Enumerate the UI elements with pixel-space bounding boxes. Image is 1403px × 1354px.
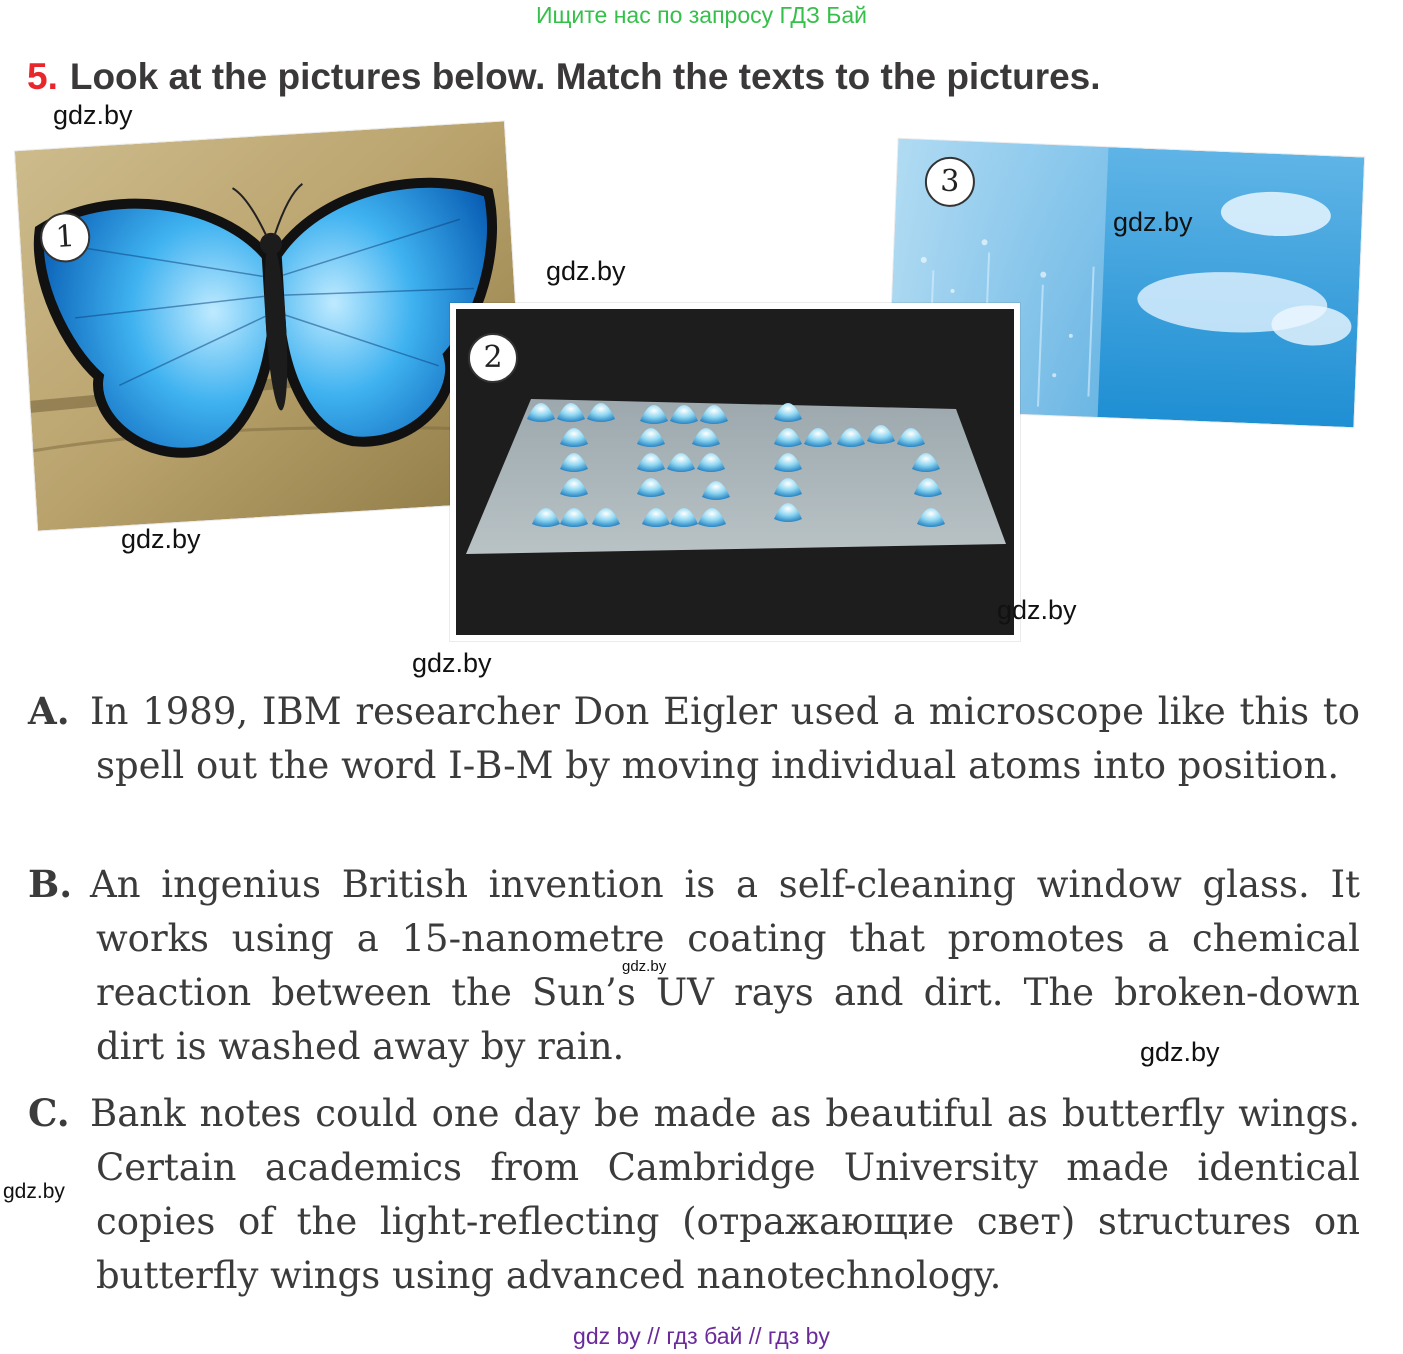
atoms-icon [456, 309, 1014, 635]
text-a [28, 684, 1360, 793]
watermark: gdz.by [622, 958, 667, 975]
footer-links[interactable]: gdz by // гдз бай // гдз by [573, 1323, 830, 1349]
watermark: gdz.by [1113, 207, 1193, 237]
text-a-body: In 1989, IBM researcher Don Eigler used a microscope like this to spell out the word I-B-M by moving individual atoms into position. [90, 690, 1360, 787]
watermark: gdz.by [53, 100, 133, 130]
watermark: gdz.by [1140, 1037, 1220, 1067]
watermark: gdz.by [546, 256, 626, 286]
text-a-letter: A. [28, 689, 70, 733]
picture-label-3: 3 [924, 156, 976, 208]
picture-ibm-atoms [450, 303, 1020, 641]
text-b-letter: B. [28, 862, 73, 906]
watermark: gdz.by [997, 595, 1077, 625]
text-c-body: Bank notes could one day be made as beautiful as butterfly wings. Certain academics from Cambridge University made identical copies of the light-reflecting (отражающие свет) structures on butterfly wings using advanced nanotechnology. [90, 1092, 1360, 1297]
text-c [28, 1086, 1360, 1303]
watermark: gdz.by [412, 648, 492, 678]
top-banner: Ищите нас по запросу ГДЗ Бай [535, 2, 868, 28]
text-b-body: An ingenius British invention is a self-cleaning window glass. It works using a 15-nanometre coating that promotes a chemical reaction between the Sun’s UV rays and dirt. The broken-down dirt is washed away by rain. [90, 863, 1360, 1068]
picture-label-1: 1 [39, 211, 92, 264]
watermark: gdz.by [121, 524, 201, 554]
text-c-letter: C. [28, 1091, 70, 1135]
task-heading [27, 56, 1101, 98]
picture-label-2: 2 [468, 333, 518, 383]
task-title: Look at the pictures below. Match the texts to the pictures. [69, 56, 1101, 97]
watermark: gdz.by [3, 1180, 65, 1203]
task-number: 5. [27, 56, 58, 97]
